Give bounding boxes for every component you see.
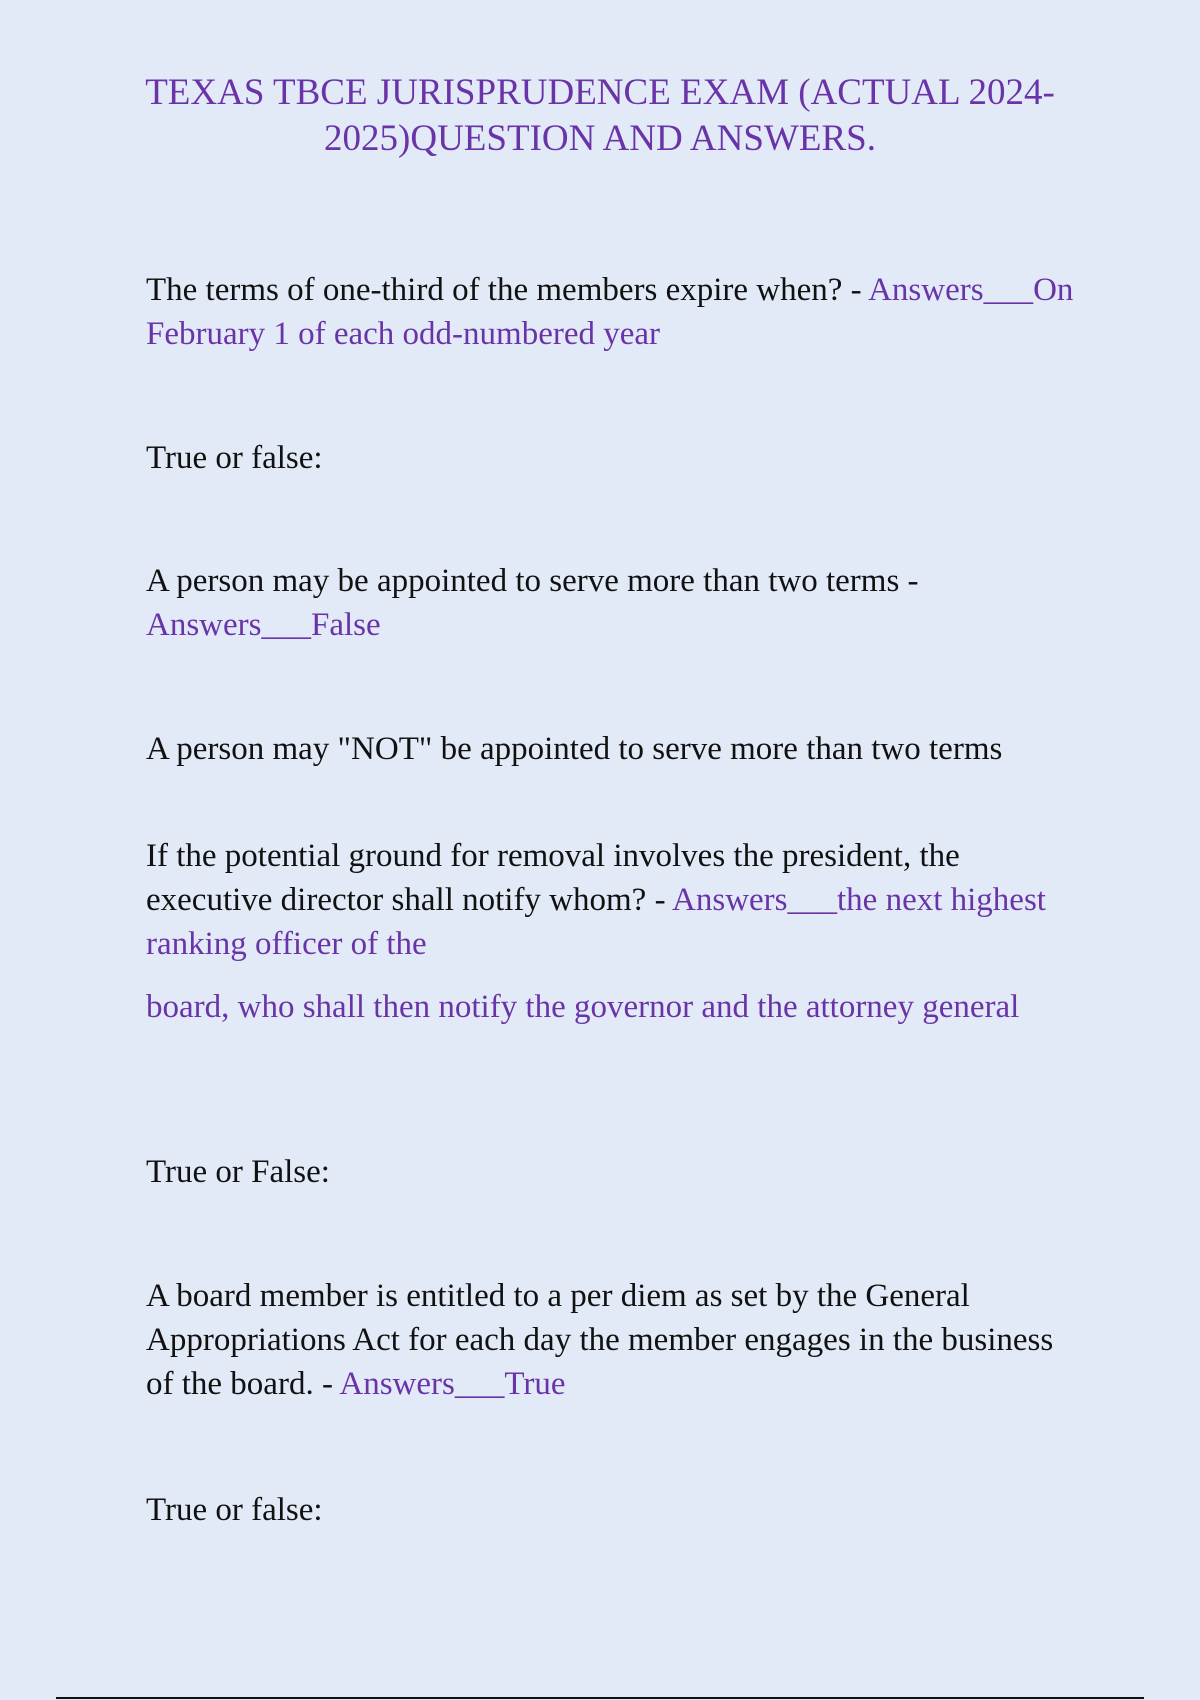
document-title: TEXAS TBCE JURISPRUDENCE EXAM (ACTUAL 2024-2025)QUESTION AND ANSWERS.	[145, 72, 1055, 159]
question-text: A board member is entitled to a per diem as set by the General Appropriations Act for each day the member engages in the business of the board. -	[146, 1278, 1054, 1402]
answer-text: Answers___True	[339, 1366, 566, 1402]
qa-block-terms-expire	[146, 268, 1076, 356]
footer-divider	[56, 1697, 1144, 1699]
qa-block-true-or-false-1	[146, 436, 1076, 480]
qa-block-per-diem	[146, 1274, 1076, 1406]
qa-block-removal-continuation	[146, 985, 1076, 1029]
qa-block-two-terms	[146, 559, 1076, 647]
question-text: True or false:	[146, 1492, 323, 1528]
question-text: True or false:	[146, 440, 323, 476]
question-text: A person may "NOT" be appointed to serve more than two terms	[146, 731, 1003, 767]
question-text: True or False:	[146, 1154, 330, 1190]
answer-text: Answers___On February 1 of each odd-numbered year	[146, 272, 1074, 352]
answer-text: Answers___False	[146, 607, 381, 643]
question-text: The terms of one-third of the members expire when? -	[146, 272, 869, 308]
question-text: If the potential ground for removal involves the president, the executive director shall notify whom? -	[146, 838, 960, 918]
qa-block-removal-president	[146, 834, 1076, 966]
qa-block-not-appointed	[146, 727, 1076, 771]
answer-text: board, who shall then notify the governor and the attorney general	[146, 989, 1020, 1025]
answer-text: Answers___the next highest ranking officer of the	[146, 882, 1046, 962]
qa-block-true-or-false-2	[146, 1150, 1076, 1194]
question-text: A person may be appointed to serve more than two terms -	[146, 563, 919, 599]
qa-block-true-or-false-3	[146, 1488, 1076, 1532]
